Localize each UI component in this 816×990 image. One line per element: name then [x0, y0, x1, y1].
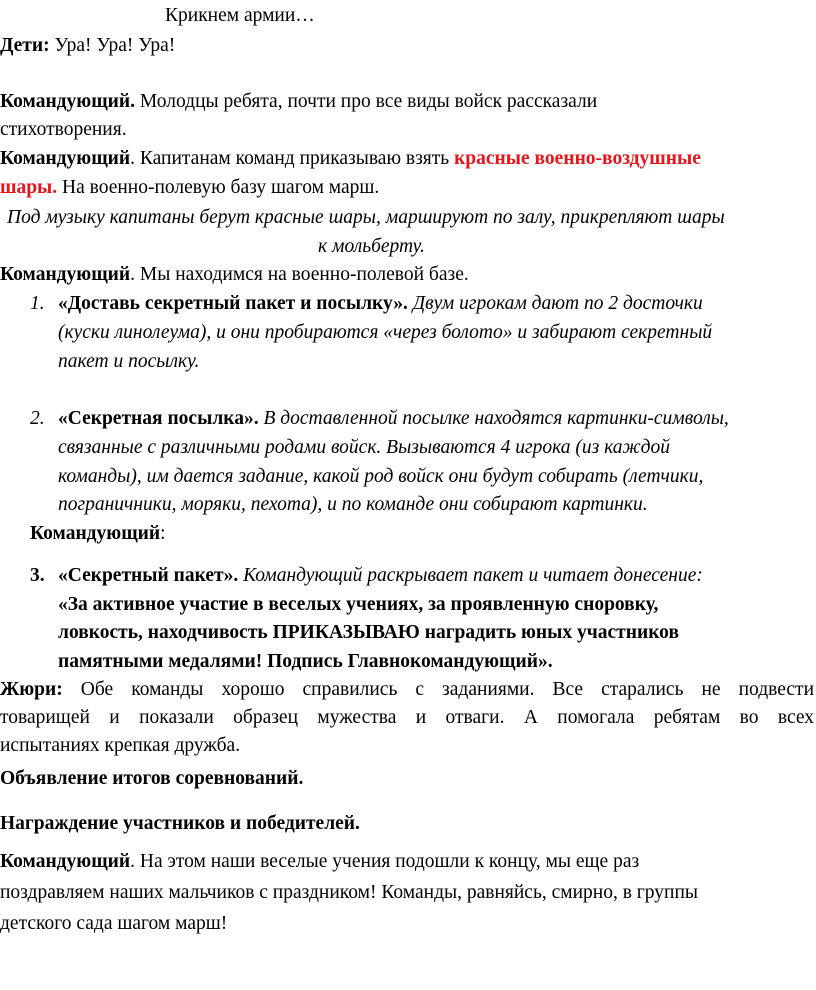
list-item-2-line-3: команды), им дается задание, какой род войск они будут собирать (летчики, — [58, 466, 704, 487]
commander-line-4 — [30, 522, 166, 546]
jury-line-2: товарищей и показали образец мужества и отваги. А помогала ребятам во всех — [0, 707, 814, 728]
list-item-title: «Секретная посылка». — [58, 408, 259, 429]
children-label: Дети: — [0, 35, 50, 56]
list-item-text: Двум игрокам дают по 2 досточки — [407, 293, 703, 314]
paragraph-text: . На этом наши веселые учения подошли к концу, мы еще раз — [130, 851, 640, 872]
stage-direction-line-1: Под музыку капитаны берут красные шары, маршируют по залу, прикрепляют шары — [7, 207, 725, 228]
intro-line: Крикнем армии… — [165, 5, 315, 26]
red-highlight-text: красные военно-воздушные — [454, 148, 701, 169]
list-item-text: В доставленной посылке находятся картинки-символы, — [258, 408, 729, 429]
list-number: 3. — [30, 565, 45, 586]
list-number: 1. — [30, 293, 45, 314]
dispatch-line-1: «За активное участие в веселых учениях, за проявленную сноровку, — [58, 594, 659, 615]
speaker-label: Командующий — [0, 148, 131, 169]
children-line — [0, 34, 175, 58]
paragraph-text: . Капитанам команд приказываю взять — [130, 148, 455, 169]
list-item-2-line-1 — [58, 407, 729, 431]
children-text: Ура! Ура! Ура! — [49, 35, 176, 56]
list-number: 2. — [30, 408, 45, 429]
results-heading: Объявление итогов соревнований. — [0, 768, 304, 789]
commander-line-1a — [0, 90, 597, 114]
list-item-text: Командующий раскрывает пакет и читает донесение: — [238, 565, 703, 586]
red-highlight-text: шары. — [0, 177, 58, 198]
list-item-1-line-3: пакет и посылку. — [58, 351, 200, 372]
list-item-2-line-4: пограничники, моряки, пехота), и по команде они собирают картинки. — [58, 494, 648, 515]
paragraph-text: Обе команды хорошо справились с заданиями. Все старались не подвести — [62, 679, 814, 700]
stage-direction-line-2: к мольберту. — [318, 236, 425, 257]
awards-heading: Награждение участников и победителей. — [0, 813, 360, 834]
list-item-1-line-2: (куски линолеума), и они пробираются «через болото» и забирают секретный — [58, 322, 713, 343]
list-item-3-line-1 — [58, 564, 703, 588]
paragraph-text: . Мы находимся на военно-полевой базе. — [130, 264, 469, 285]
speaker-label: Командующий — [0, 851, 131, 872]
list-item-1-line-1 — [58, 292, 703, 316]
speaker-label: Командующий — [30, 523, 161, 544]
final-line-1 — [0, 850, 639, 874]
commander-line-1b: стихотворения. — [0, 119, 127, 140]
list-item-2-line-2: связанные с различными родами войск. Вызываются 4 игрока (из каждой — [58, 437, 670, 458]
list-item-title: «Доставь секретный пакет и посылку». — [58, 293, 408, 314]
paragraph-text: Молодцы ребята, почти про все виды войск рассказали — [135, 91, 598, 112]
dispatch-line-3: памятными медалями! Подпись Главнокомандующий». — [58, 651, 553, 672]
dispatch-line-2: ловкость, находчивость ПРИКАЗЫВАЮ наградить юных участников — [58, 622, 679, 643]
commander-line-2a — [0, 147, 701, 171]
jury-line-1 — [0, 678, 814, 702]
jury-label: Жюри: — [0, 679, 63, 700]
speaker-label: Командующий. — [0, 91, 136, 112]
list-item-title: «Секретный пакет». — [58, 565, 239, 586]
paragraph-text: На военно-полевую базу шагом марш. — [57, 177, 380, 198]
paragraph-text: : — [160, 523, 166, 544]
final-line-2: поздравляем наших мальчиков с праздником! Команды, равняйсь, смирно, в группы — [0, 882, 699, 903]
speaker-label: Командующий — [0, 264, 131, 285]
commander-line-2b — [0, 176, 379, 200]
final-line-3: детского сада шагом марш! — [0, 913, 228, 934]
jury-line-3: испытаниях крепкая дружба. — [0, 735, 241, 756]
commander-line-3 — [0, 263, 469, 287]
